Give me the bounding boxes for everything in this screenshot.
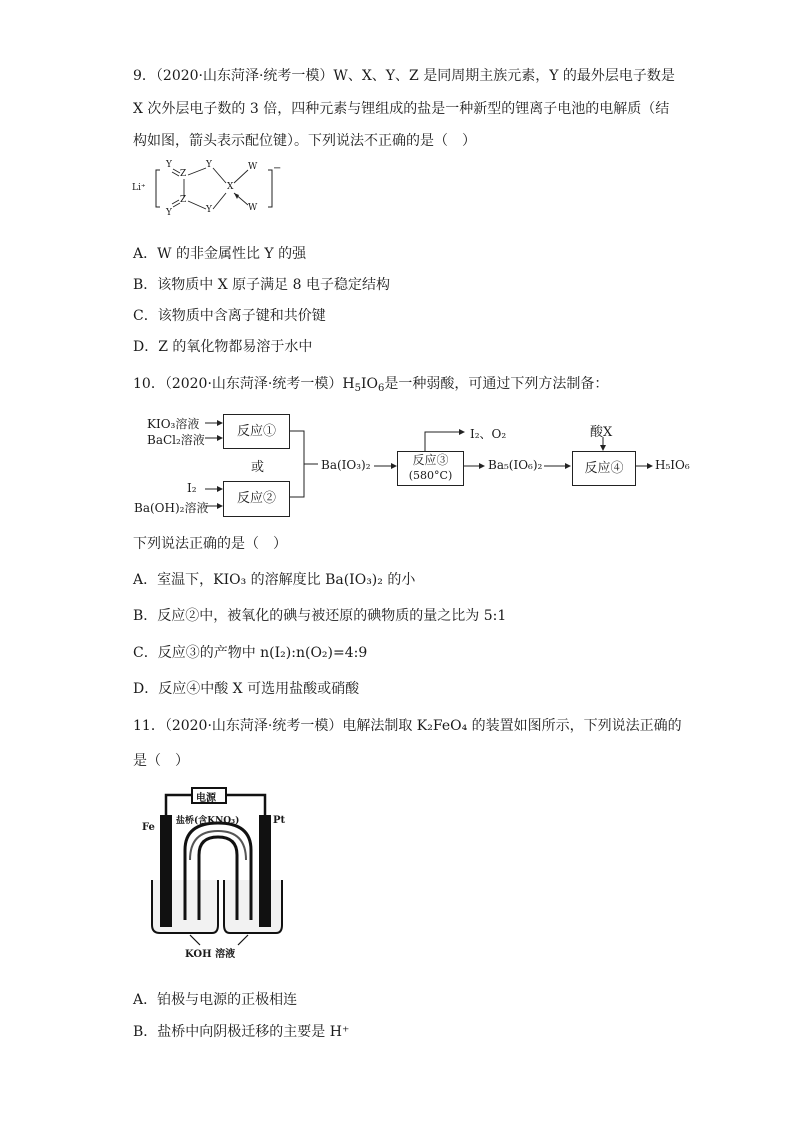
pt-label: Pt (273, 815, 286, 826)
q9-option-c: C．该物质中含离子键和共价键 (133, 308, 326, 324)
q10-stem-io: IO (360, 376, 378, 392)
input-i2: I₂ (187, 481, 197, 495)
reaction-3-label: 反应③ (412, 453, 449, 467)
atom-z-top: Z (180, 169, 187, 179)
reaction-4-box: 反应④ (572, 451, 636, 486)
input-kio3: KIO₃溶液 (147, 417, 200, 431)
q10-stem-sub-o: 6 (377, 383, 385, 394)
salt-bridge-label: 盐桥(含KNO₃) (176, 816, 240, 826)
wire-right (226, 795, 265, 815)
q11-apparatus (130, 785, 290, 960)
coordinate-arrow-head (234, 193, 239, 199)
atom-y-bottom: Y (206, 205, 212, 215)
atom-x: X (227, 182, 234, 192)
double-bond-top-a (173, 169, 180, 173)
li-ion-label: Li⁺ (132, 183, 146, 193)
q9-structure-diagram (130, 155, 290, 220)
double-bond-bottom-b (172, 200, 179, 204)
bond-x-w-top (234, 170, 248, 183)
q9-stem-line-1: 9．（2020·山东菏泽·统考一模）W、X、Y、Z 是同周期主族元素，Y 的最外层电子数是 (133, 68, 675, 84)
leader-right (238, 935, 248, 945)
acid-x-label: 酸X (590, 425, 613, 440)
q10-option-d: D．反应④中酸 X 可选用盐酸或硝酸 (133, 681, 360, 697)
atom-w-top: W (248, 162, 258, 172)
right-beaker (224, 880, 282, 933)
q10-stem (133, 374, 608, 399)
intermediate-ba-io3-2: Ba(IO₃)₂ (321, 458, 371, 472)
fe-label: Fe (142, 822, 155, 833)
product-h5io6: H₅IO₆ (655, 458, 690, 472)
power-label: 电源 (196, 793, 216, 804)
reaction-2-box: 反应② (223, 481, 290, 517)
bond-z2-y (188, 201, 206, 209)
atom-y-outer-top: Y (166, 160, 172, 170)
q10-stem-suffix: 是一种弱酸，可通过下列方法制备： (384, 376, 609, 392)
q11-option-b: B．盐桥中向阴极迁移的主要是 H⁺ (133, 1024, 350, 1040)
pt-electrode (259, 815, 271, 927)
input-baoh2: Ba(OH)₂溶液 (134, 501, 209, 515)
q9-stem-line-3: 构如图，箭头表示配位键）。下列说法不正确的是（ ） (133, 133, 476, 149)
q10-option-a: A．室温下，KIO₃ 的溶解度比 Ba(IO₃)₂ 的小 (133, 572, 416, 588)
merge-lines (289, 431, 304, 497)
q10-stem-sub-h: 5 (354, 383, 361, 394)
q10-option-c: C．反应③的产物中 n(I₂):n(O₂)=4:9 (133, 645, 368, 661)
double-bond-bottom-a (173, 203, 180, 207)
bond-z1-y (188, 168, 206, 175)
q10-option-b: B．反应②中，被氧化的碘与被还原的碘物质的量之比为 5:1 (133, 608, 507, 624)
q10-question: 下列说法正确的是（ ） (133, 536, 287, 552)
q11-stem-line-2: 是（ ） (133, 753, 189, 769)
arrow-gas (425, 432, 464, 451)
q10-stem-prefix: 10．（2020·山东菏泽·统考一模）H (133, 376, 355, 392)
koh-solution-label: KOH 溶液 (185, 949, 236, 960)
atom-z-bottom: Z (180, 195, 187, 205)
fe-electrode (160, 815, 172, 927)
or-label: 或 (251, 460, 265, 475)
q9-option-d: D．Z 的氧化物都易溶于水中 (133, 339, 313, 355)
q11-option-a: A．铂极与电源的正极相连 (133, 992, 298, 1008)
q11-apparatus-svg (130, 785, 290, 960)
input-bacl2: BaCl₂溶液 (147, 433, 205, 447)
bond-y-x-bottom (213, 193, 226, 209)
atom-w-bottom: W (248, 203, 258, 213)
atom-y-outer-bottom: Y (166, 208, 172, 218)
double-bond-top-b (172, 172, 179, 176)
reaction-3-box (397, 451, 464, 486)
reaction-3-condition: (580°C) (408, 469, 453, 482)
gas-products: I₂、O₂ (470, 427, 507, 441)
atom-y-top: Y (206, 160, 212, 170)
leader-left (190, 935, 200, 945)
right-bracket (268, 170, 272, 207)
left-bracket (156, 170, 160, 207)
q9-option-a: A．W 的非金属性比 Y 的强 (133, 246, 307, 262)
bond-y-x-top (213, 168, 226, 183)
wire-left (166, 795, 192, 815)
anion-charge: − (273, 163, 282, 174)
q11-stem-line-1: 11．（2020·山东菏泽·统考一模）电解法制取 K₂FeO₄ 的装置如图所示，下列说法正确的 (133, 718, 682, 734)
q9-stem-line-2: X 次外层电子数的 3 倍，四种元素与锂组成的盐是一种新型的锂离子电池的电解质（结 (133, 101, 670, 117)
q9-option-b: B．该物质中 X 原子满足 8 电子稳定结构 (133, 277, 390, 293)
intermediate-ba5-io6-2: Ba₅(IO₆)₂ (488, 458, 543, 472)
reaction-1-box: 反应① (223, 414, 290, 449)
